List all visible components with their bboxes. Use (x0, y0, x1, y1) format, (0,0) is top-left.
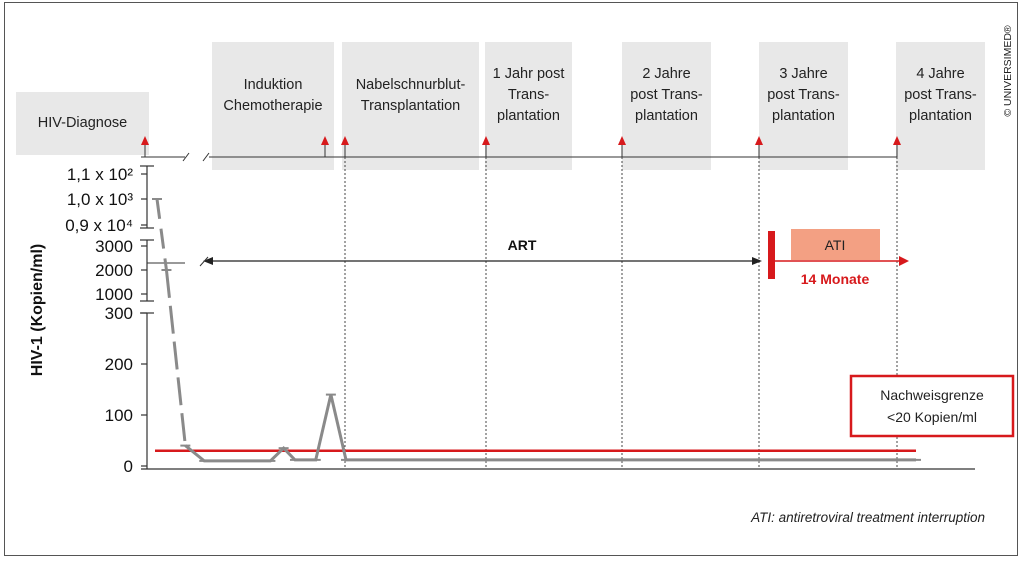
event-text: Nabelschnurblut- Transplantation (355, 77, 466, 114)
art-label: ART (507, 237, 537, 253)
timeline-break (203, 153, 209, 161)
ati-start-bar (768, 231, 775, 279)
y-tick-label: 1,0 x 10³ (66, 190, 133, 209)
event-arrow-y4 (893, 136, 901, 145)
y-tick-label: 100 (104, 406, 133, 425)
y-axis-title: HIV-1 (Kopien/ml) (29, 243, 46, 377)
y-tick-label: 1000 (95, 285, 133, 304)
art-arrowhead-right (752, 257, 762, 265)
detection-limit-box (851, 376, 1013, 436)
y-tick-label: 300 (104, 304, 133, 323)
series-line-segment (166, 270, 185, 446)
event-arrow-y1 (482, 136, 490, 145)
ati-duration-label: 14 Monate (800, 271, 870, 287)
ati-arrowhead (899, 256, 909, 266)
event-text: 1 Jahr post Trans- plantation (492, 66, 565, 124)
footnote: ATI: antiretroviral treatment interruption (751, 510, 985, 525)
y-axis-label (8, 210, 58, 410)
y-tick-label: 3000 (95, 237, 133, 256)
detection-limit-label-line2: <20 Kopien/ml (887, 409, 977, 425)
y-tick-label: 0 (123, 457, 133, 476)
event-text: 3 Jahre post Trans- plantation (767, 66, 840, 124)
event-arrow-transplant (341, 136, 349, 145)
ati-label: ATI (824, 237, 846, 253)
event-text: 2 Jahre post Trans- plantation (630, 66, 703, 124)
event-arrow-y2 (618, 136, 626, 145)
y-tick-label: 200 (104, 355, 133, 374)
event-arrow-diagnose (141, 136, 149, 145)
y-tick-label: 1,1 x 10² (66, 165, 133, 184)
event-text: Induktion Chemotherapie (223, 77, 323, 114)
series-line-segment (157, 199, 166, 270)
event-text: 4 Jahre post Trans- plantation (904, 66, 977, 124)
y-tick-label: 2000 (95, 261, 133, 280)
event-text: HIV-Diagnose (37, 115, 128, 131)
detection-limit-label-line1: Nachweisgrenze (880, 387, 984, 403)
copyright-text: © UNIVERSIMED® (1002, 25, 1014, 117)
event-arrow-chemo (321, 136, 329, 145)
y-tick-label: 0,9 x 10⁴ (65, 216, 133, 235)
copyright-notice (1000, 16, 1014, 126)
event-arrow-y3 (755, 136, 763, 145)
